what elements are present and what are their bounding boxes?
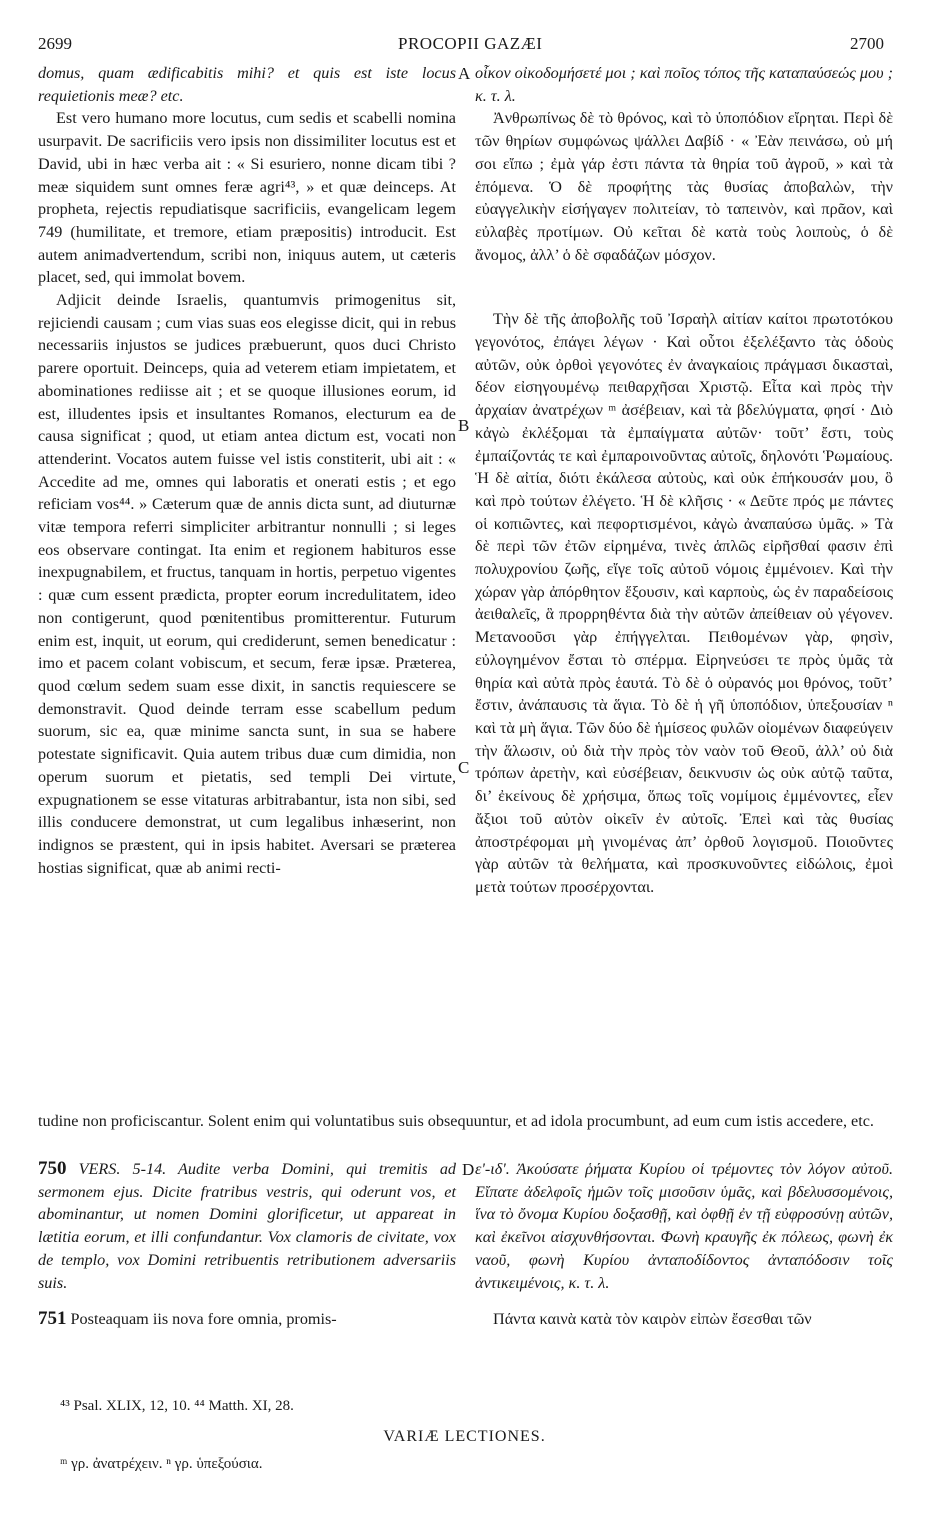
latin-paragraph-4 — [38, 1158, 456, 1294]
greek-paragraph-5: Πάντα καινὰ κατὰ τὸν καιρὸν εἰπὼν ἔσεσθαι τῶν — [493, 1310, 812, 1329]
margin-marker-d: D — [462, 1160, 475, 1179]
variae-lectiones-heading: VARIÆ LECTIONES. — [383, 1428, 546, 1445]
greek-paragraph-2: Ἀνθρωπίνως δὲ τὸ θρόνος, καὶ τὸ ὑποπόδιον εἴρηται. Περὶ δὲ τῶν θηρίων συμφώνως ψάλλει Δαβίδ · « Ἐὰν πεινάσω, οὐ μή σοι εἴπω ; ἐμὰ γάρ ἐστι πάντα τὰ θηρία τοῦ ἀγροῦ, » καὶ τὰ ἑπόμενα. Ὁ δὲ προφήτης τὰς θυσίας ἀποβαλὼν, τὴν εὐαγγελικὴν εἰσήγαγεν πολιτείαν, τὸ ταπεινὸν, καὶ πρᾶον, καὶ εὐλαβὲς προτίμων. Οὐ κεῖται δὲ κατὰ τοὺς λοιποὺς, ὁ δὲ ἄνομος, ἀλλ’ ὁ δὲ σφαδάζων μόσχον. — [475, 109, 893, 264]
latin-final-text: Posteaquam iis nova fore omnia, promis- — [70, 1310, 337, 1329]
greek-column-upper — [475, 62, 893, 899]
latin-column-lower — [38, 1158, 456, 1331]
latin-paragraph-5 — [38, 1308, 456, 1331]
column-marker-751: 751 — [38, 1308, 67, 1330]
column-number-right: 2700 — [850, 34, 884, 53]
page-header — [0, 34, 929, 58]
full-width-line: tudine non proficiscantur. Solent enim qui voluntatibus suis obsequuntur, et ad idola procumbunt, ad eum cum istis accedere, etc. — [38, 1112, 874, 1130]
running-title: PROCOPII GAZÆI — [398, 34, 543, 53]
greek-paragraph-4: ε'-ιδ'. Ἀκούσατε ῥήματα Κυρίου οἱ τρέμοντες τὸν λόγον αὐτοῦ. Εἴπατε ἀδελφοῖς ἡμῶν τοῖς μισοῦσιν ὑμᾶς, καὶ βδελυσσομένοις, ἵνα τὸ ὄνομα Κυρίου δοξασθῇ, καὶ ὀφθῇ ἐν τῇ εὐφροσύνῃ αὐτῶν, καὶ ἐκεῖνοι αἰσχυνθήσονται. Φωνὴ κραυγῆς ἐκ πόλεως, φωνὴ ἐκ ναοῦ, φωνὴ Κυρίου ἀνταποδίδοντος ἀνταπόδοσιν τοῖς ἀντικειμένοις, κ. τ. λ. — [475, 1160, 893, 1292]
greek-column-lower — [475, 1158, 893, 1331]
margin-marker-a: A — [458, 64, 471, 83]
variae-lectiones-notes: ᵐ γρ. ἀνατρέχειν. ⁿ γρ. ὑπεξούσια. — [60, 1456, 263, 1472]
greek-paragraph-3: Τὴν δὲ τῆς ἀποβολῆς τοῦ Ἰσραὴλ αἰτίαν καίτοι πρωτοτόκου γεγονότος, ἐπάγει λέγων · Καὶ οὗτοι ἐξελέξαντο τὰς ὁδοὺς αὐτῶν, οὐκ ὀρθοὶ γεγονότες ἐν ἀναγκαίοις πράγμασι δικασταὶ, δέον εἰσηγουμένῳ πειθαρχῆσαι Χριστῷ. Εἶτα καὶ πρὸς τὴν ἀρχαίαν ἀνατρέχων ᵐ ἀσέβειαν, καὶ τὰ βδελύγματα, φησί · Διὸ κἀγὼ ἐκλέξομαι τὰ ἐμπαίγματα αὐτῶν· τοῦτ’ ἔστι, τοὺς ἐμπαίζοντάς τε καὶ ἐμπαροινοῦντας αὐτοῖς, δηλονότι Ῥωμαίους. Ἡ δὲ αἰτία, διότι ἐκάλεσα αὐτοὺς, καὶ οὐκ ἐπήκουσάν μου, ὃ καὶ πρὸ τούτων ἐλέγετο. Ἡ δὲ κλῆσις · « Δεῦτε πρός με πάντες οἱ κοπιῶντες, καὶ πεφορτισμένοι, κἀγὼ ἀναπαύσω ὑμᾶς. » Τὰ δὲ περὶ τῶν ἐτῶν εἰρημένα, τινὲς ἁπλῶς εἰρῆσθαί φασιν ἐπὶ πολυχρονίου ζωῆς, εἴγε τοῖς αὐτοῦ νόμοις ἐμμένοιεν. Καὶ τὴν χώραν γὰρ ἀπόρθητον ἕξουσιν, καὶ καρποὺς, ὡς ἐν παραδείσοις ἀειθαλεῖς, ἃ προρρηθέντα διὰ τὴν αὐτῶν ἀπείθειαν οὐ γέγονεν. Μετανοοῦσι γὰρ ἐπήγγελται. Πειθομένων γὰρ, φησὶν, εὐλογημένον ἔσται τὸ σπέρμα. Εἰρηνεύσει τε πρὸς ὑμᾶς τὰ θηρία καὶ αὐτὰ πρὸς ἑαυτά. Τὸ δὲ ὁ οὐρανός μοι θρόνος, τοῦτ’ ἔστιν, ἀνάπαυσις τὰ ἅγια. Τὸ δὲ ἡ γῆ ὑποπόδιον, ὑπεξουσίαν ⁿ καὶ τὰ μὴ ἅγια. Τῶν δύο δὲ ἡμίσεος φυλῶν οἰομένων διαφεύγειν τὴν ἅλωσιν, οὐ διὰ τὴν πρὸς τὸν ναὸν τοῦ Θεοῦ, ἀλλ’ οὐ διὰ τρόπων ἀρετὴν, καὶ εὐσέβειαν, δεικνυσιν ὡς οὐκ αὐτῷ ταῦτα, δι’ ἐκείνους δὲ χρήσιμα, ὅπως τοῖς νομίμοις ἐμμένοντες, εἶεν ἄξιοι τοῦ αὐτὸν οἰκεῖν ἐν αὐτοῖς. Ἐπεὶ καὶ τὰς θυσίας ἀποστρέφομαι μὴ γινομένας ἀπ’ ὀρθοῦ λογισμοῦ. Ποιοῦντες γὰρ αὐτῶν τὰ θελήματα, καὶ προσκυνοῦντες εἰδώλοις, ἐμοὶ μετὰ τούτων προσέρχονται. — [475, 310, 893, 896]
column-number-left: 2699 — [38, 34, 72, 53]
greek-paragraph-1: οἶκον οἰκοδομήσετέ μοι ; καὶ ποῖος τόπος τῆς καταπαύσεώς μου ; κ. τ. λ. — [475, 64, 894, 105]
margin-marker-b: B — [458, 416, 470, 435]
latin-column-upper — [38, 62, 456, 879]
latin-paragraph-1: domus, quam ædificabitis mihi? et quis est iste locus requietionis meæ? etc. — [38, 64, 456, 105]
column-marker-750: 750 — [38, 1158, 67, 1179]
latin-paragraph-2: Est vero humano more locutus, cum sedis et scabelli nomina usurpavit. De sacrificiis vero ipsis non dissimiliter locutus est et David, ubi in hæc verba ait : « Si esuriero, nonne dicam tibi ? meæ siquidem sunt omnes feræ agri⁴³, » et quæ deinceps. At propheta, rejectis repudiatisque sacrificiis, evangelicam legem 749 (humilitate, et tremore, etiam præpositis) introducit. Est autem animadvertendum, scribi non, iniquus autem, ut cæteris placet, sed, qui immolat bovem. — [38, 109, 456, 287]
footnote-references: ⁴³ Psal. XLIX, 12, 10. ⁴⁴ Matth. XI, 28. — [60, 1398, 294, 1414]
latin-paragraph-3: Adjicit deinde Israelis, quantumvis primogenitus sit, rejiciendi causam ; cum vias suas eos elegisse dicit, qui in rebus necessariis injustos se judices præbuerunt, quos duci Christo parere oportuit. Deinceps, quia ad veterem etiam impietatem, et abominationes rediisse ait ; et se quoque illusiones eorum, id est, illudentes ipsis et insultantes Romanos, electurum ea de causa significat ; quod, ut etiam antea dictum est, vocati non attenderint. Vocatos autem fuisse vel istis constiterit, ubi ait : « Accedite ad me, omnes qui laboratis et onerati estis ; et ego reficiam vos⁴⁴. » Cæterum quæ de annis dicta sunt, ad diuturnæ vitæ tempora referri simpliciter arbitrantur nonnulli ; si leges eos observare contingat. Ita enim et regionem habituros esse inexpugnabilem, et fructus, tanquam in hortis, perpetuo vigentes : quæ cum essent prædicta, propter eorum incredulitatem, ideo non contigerunt, quod pœnitentibus promitterentur. Futurum enim est, inquit, ut eorum, qui crediderunt, semen benedicatur : imo et pacem colant vobiscum, et secum, feræ ipsæ. Præterea, quod cœlum sedem suam esse dixit, in sanctis requiescere se demonstravit. Quod deinde terram esse scabellum pedum suorum, sic ea, quæ minime sancta sunt, in sua se habere potestate significavit. Quia autem tribus duæ cum dimidia, non operum suorum et pietatis, sed templi Dei virtute, expugnationem se esse vitaturas arbitrabantur, ista non sibi, sed illis conducere demonstrat, ut cum legalibus inhæserint, non indignos se præstent, qui in ipsis habitet. Aversari se præterea hostias significat, quæ ab animi recti- — [38, 291, 456, 877]
latin-verse-text: VERS. 5-14. Audite verba Domini, qui tremitis ad sermonem ejus. Dicite fratribus vestris, qui oderunt vos, et abominantur, ut nomen Domini glorificetur, ut appareat in lætitia eorum, et illi confundantur. Vox clamoris de civitate, vox de templo, vox Domini retribuentis retributionem adversariis suis. — [38, 1160, 457, 1292]
margin-marker-c: C — [458, 758, 470, 777]
